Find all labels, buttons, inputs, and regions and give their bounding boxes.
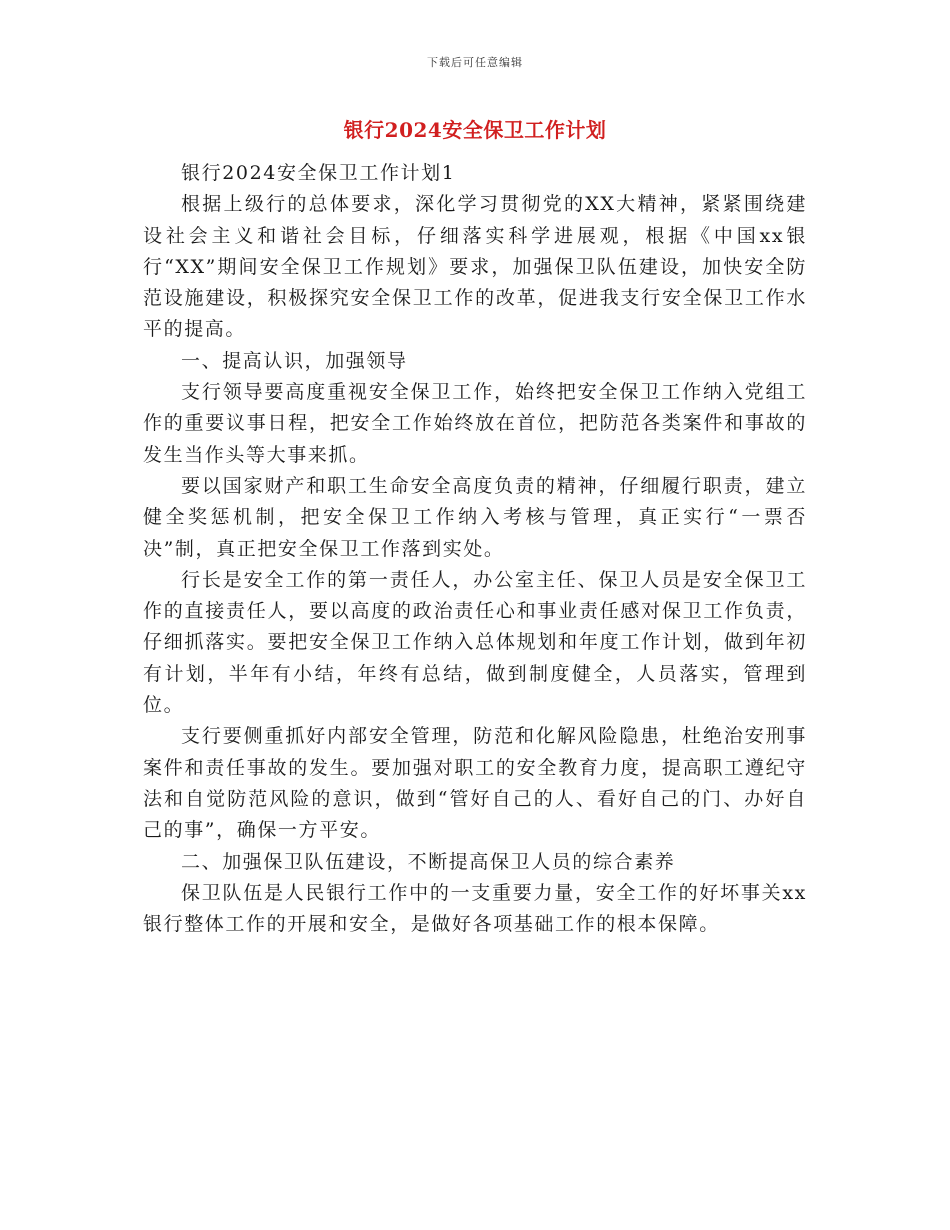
paragraph: 支行要侧重抓好内部安全管理，防范和化解风险隐患，杜绝治安刑事案件和责任事故的发生。要加强对职工的安全教育力度，提高职工遵纪守法和自觉防范风险的意识，做到“管好自己的人、看好自己的门、办好自己的事”，确保一方平安。 — [143, 725, 807, 842]
paragraph: 根据上级行的总体要求，深化学习贯彻党的XX大精神，紧紧围绕建设社会主义和谐社会目标，仔细落实科学进展观，根据《中国xx银行“XX”期间安全保卫工作规划》要求，加强保卫队伍建设，加快安全防范设施建设，积极探究安全保卫工作的改革，促进我支行安全保卫工作水平的提高。 — [143, 193, 807, 341]
paragraph: 银行2024安全保卫工作计划1 — [181, 162, 456, 184]
paragraph: 保卫队伍是人民银行工作中的一支重要力量，安全工作的好坏事关xx银行整体工作的开展和安全，是做好各项基础工作的根本保障。 — [143, 881, 807, 936]
section-heading: 二、加强保卫队伍建设，不断提高保卫人员的综合素养 — [181, 850, 676, 873]
document-body — [143, 158, 807, 940]
section-heading: 一、提高认识，加强领导 — [181, 349, 408, 372]
paragraph: 要以国家财产和职工生命安全高度负责的精神，仔细履行职责，建立健全奖惩机制，把安全保卫工作纳入考核与管理，真正实行“一票否决”制，真正把安全保卫工作落到实处。 — [143, 474, 807, 560]
document-title: 银行2024安全保卫工作计划 — [343, 118, 607, 142]
paragraph: 支行领导要高度重视安全保卫工作，始终把安全保卫工作纳入党组工作的重要议事日程，把安全工作始终放在首位，把防范各类案件和事故的发生当作头等大事来抓。 — [143, 381, 807, 466]
paragraph: 行长是安全工作的第一责任人，办公室主任、保卫人员是安全保卫工作的直接责任人，要以高度的政治责任心和事业责任感对保卫工作负责，仔细抓落实。要把安全保卫工作纳入总体规划和年度工作计划，做到年初有计划，半年有小结，年终有总结，做到制度健全，人员落实，管理到位。 — [143, 568, 807, 717]
header-note: 下载后可任意编辑 — [427, 56, 523, 69]
